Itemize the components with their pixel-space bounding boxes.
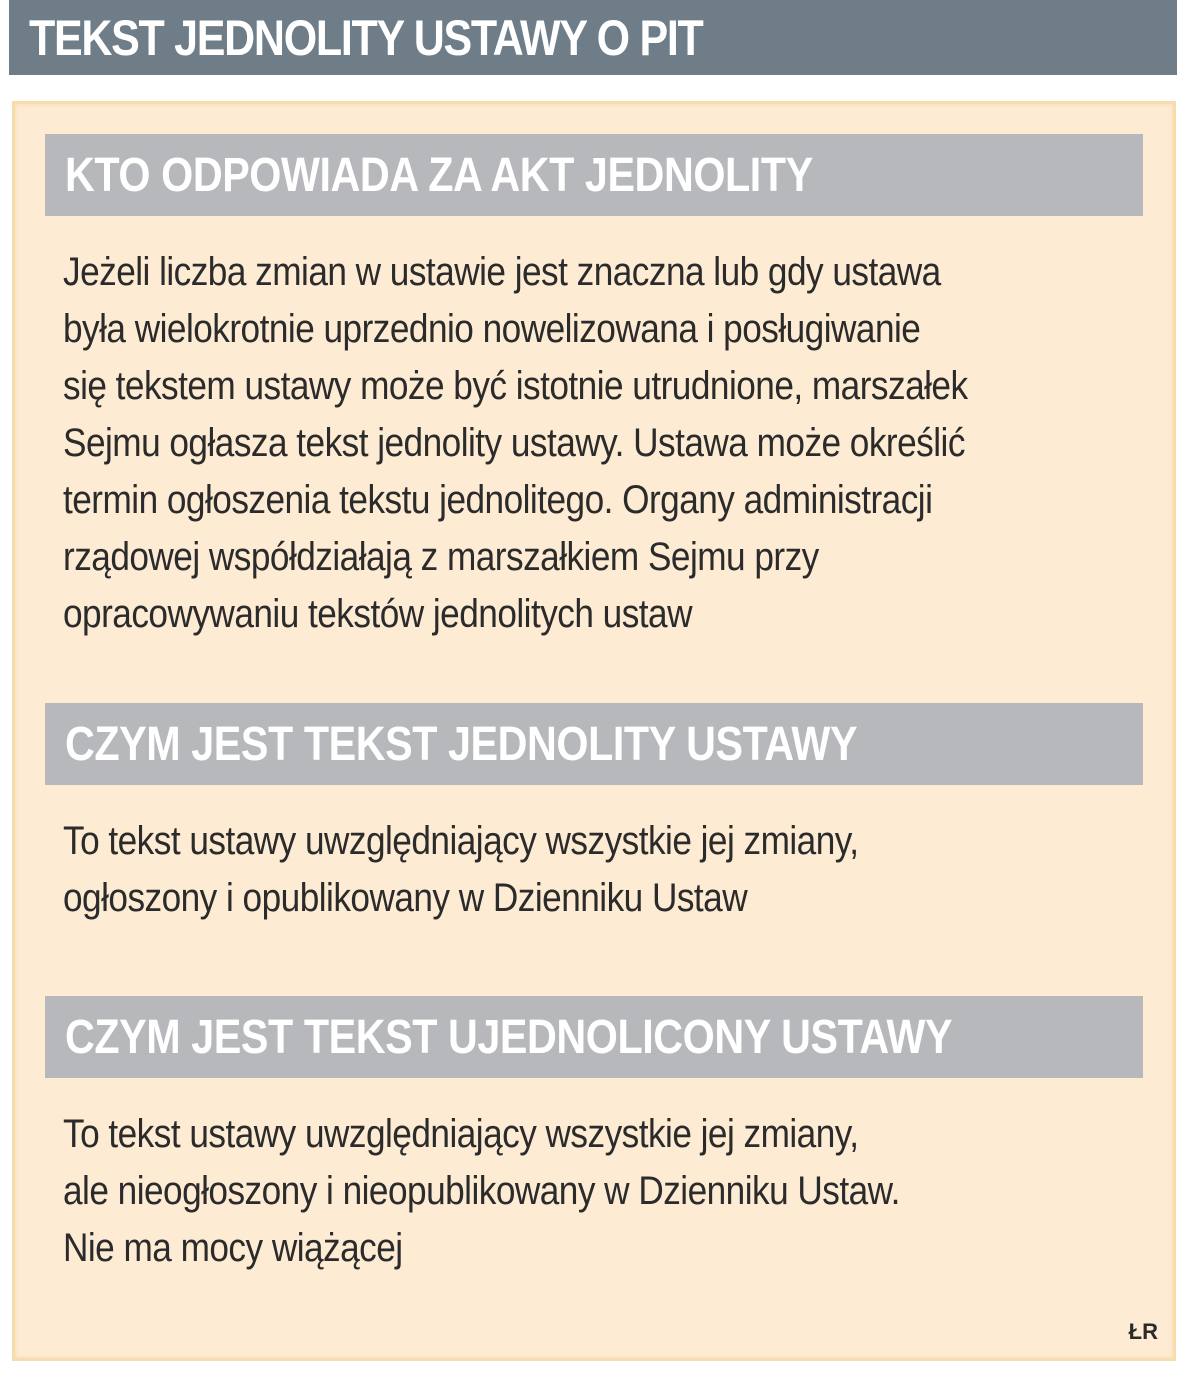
body-line: Sejmu ogłasza tekst jednolity ustawy. Ustawa może określić (63, 421, 965, 465)
section-body-unified (63, 1106, 1148, 1277)
section-heading-responsibility (45, 134, 1143, 216)
body-line: opracowywaniu tekstów jednolitych ustaw (63, 592, 692, 636)
section-body-responsibility (63, 244, 1148, 643)
section-heading-text: KTO ODPOWIADA ZA AKT JEDNOLITY (65, 148, 813, 202)
author-credit: ŁR (1128, 1319, 1158, 1344)
body-line: ogłoszony i opublikowany w Dzienniku Ustaw (63, 876, 748, 920)
body-line: się tekstem ustawy może być istotnie utrudnione, marszałek (63, 364, 968, 408)
body-line: rządowej współdziałają z marszałkiem Sejmu przy (63, 535, 819, 579)
page-title: TEKST JEDNOLITY USTAWY O PIT (29, 9, 703, 66)
body-line: To tekst ustawy uwzględniający wszystkie jej zmiany, (63, 819, 859, 863)
title-bar (9, 0, 1177, 75)
body-line: termin ogłoszenia tekstu jednolitego. Organy administracji (63, 478, 933, 522)
body-line: Nie ma mocy wiążącej (63, 1226, 403, 1270)
section-heading-text: CZYM JEST TEKST JEDNOLITY USTAWY (65, 717, 858, 771)
section-heading-unified (45, 996, 1143, 1078)
section-heading-text: CZYM JEST TEKST UJEDNOLICONY USTAWY (65, 1010, 953, 1064)
body-line: ale nieogłoszony i nieopublikowany w Dzienniku Ustaw. (63, 1169, 900, 1213)
info-panel (12, 101, 1176, 1361)
body-line: To tekst ustawy uwzględniający wszystkie jej zmiany, (63, 1112, 859, 1156)
body-line: Jeżeli liczba zmian w ustawie jest znaczna lub gdy ustawa (63, 250, 941, 294)
section-body-consolidated (63, 813, 1148, 927)
section-heading-consolidated (45, 703, 1143, 785)
body-line: była wielokrotnie uprzednio nowelizowana i posługiwanie (63, 307, 921, 351)
